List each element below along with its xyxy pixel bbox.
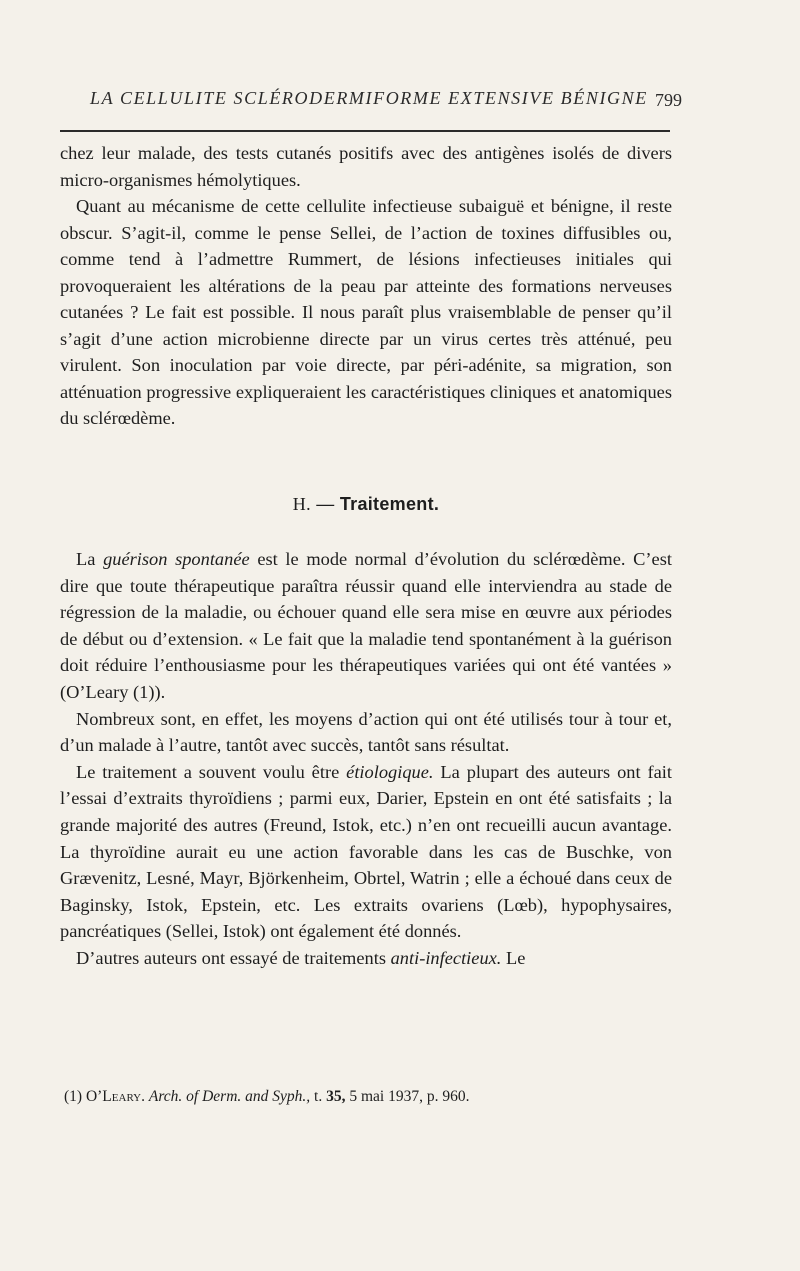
footnote-journal: Arch. of Derm. and Syph., bbox=[148, 1088, 311, 1105]
paragraph bbox=[60, 759, 672, 945]
page-header bbox=[90, 88, 682, 118]
section-body-1 bbox=[60, 140, 672, 432]
paragraph: Nombreux sont, en effet, les moyens d’action qui ont été utilisés tour à tour et, d’un malade à l’autre, tantôt avec succès, tantôt sans résultat. bbox=[60, 708, 672, 756]
footnote-rest: 5 mai 1937, p. 960. bbox=[349, 1088, 470, 1105]
emphasis: guérison spontanée bbox=[103, 549, 250, 569]
section-dash: — bbox=[316, 494, 335, 514]
paragraph bbox=[60, 546, 672, 706]
section-heading bbox=[60, 494, 672, 515]
emphasis: étiologique. bbox=[346, 761, 434, 782]
paragraph: Quant au mécanisme de cette cellulite infectieuse subaiguë et bénigne, il reste obscur. S’agit-il, comme le pense Sellei, de l’action de toxines diffusibles ou, comme tend à l’admettre Rummert, de lésions infectieuses initiales qui provoqueraient les altérations de la peau par atteinte des formations nerveuses cutanées ? Le fait est possible. Il nous paraît plus vraisemblable de penser qu’il s’agit d’une action microbienne directe par un virus certes très atténué, peu virulent. Son inoculation par voie directe, par péri-adénite, sa migration, son atténuation progressive expliqueraient les caractéristiques cliniques et anatomiques du sclérœdème. bbox=[60, 196, 672, 428]
text-run: La bbox=[76, 549, 96, 569]
header-rule bbox=[60, 130, 670, 132]
running-title: LA CELLULITE SCLÉRODERMIFORME EXTENSIVE BÉNIGNE bbox=[90, 88, 648, 108]
footnote-author: O’Leary. bbox=[85, 1088, 145, 1105]
page-number: 799 bbox=[655, 90, 682, 110]
text-run: D’autres auteurs ont essayé de traitements bbox=[76, 947, 386, 968]
paragraph: chez leur malade, des tests cutanés positifs avec des antigènes isolés de divers micro-organismes hémolytiques. bbox=[60, 143, 672, 190]
footnote-marker: (1) bbox=[64, 1088, 83, 1105]
footnote-volume-prefix: t. bbox=[314, 1088, 323, 1105]
footnote bbox=[64, 1086, 676, 1108]
section-number: H. bbox=[292, 494, 311, 514]
section-title: Traitement. bbox=[339, 494, 440, 514]
text-run: Le traitement a souvent voulu être bbox=[76, 761, 340, 782]
paragraph bbox=[60, 945, 672, 972]
section-body-2 bbox=[60, 546, 672, 972]
emphasis: anti-infectieux. bbox=[390, 947, 502, 968]
document-page bbox=[60, 0, 682, 1271]
text-run: est le mode normal d’évolution du sclérœdème. C’est dire que toute thérapeutique paraîtra réussir quand elle interviendra au stade de régression de la maladie, ou échouer quand elle sera mise en œuvre aux périodes de début ou d’extension. « Le fait que la maladie tend spontanément à la guérison doit réduire l’enthousiasme pour les thérapeutiques variées qui ont été vantées » (O’Leary (1)). bbox=[60, 549, 672, 702]
text-run: Le bbox=[506, 947, 526, 968]
text-run: La plupart des auteurs ont fait l’essai d’extraits thyroïdiens ; parmi eux, Darier, Epstein en ont été satisfaits ; la grande majorité des autres (Freund, Istok, etc.) n’en ont recueilli aucun avantage. La thyroïdine aurait eu une action favorable dans les cas de Buschke, von Grævenitz, Lesné, Mayr, Björkenheim, Obrtel, Watrin ; elle a échoué dans ceux de Baginsky, Istok, Epstein, etc. Les extraits ovariens (Lœb), hypophysaires, pancréatiques (Sellei, Istok) ont également été donnés. bbox=[60, 761, 672, 942]
footnote-volume: 35, bbox=[326, 1088, 346, 1105]
